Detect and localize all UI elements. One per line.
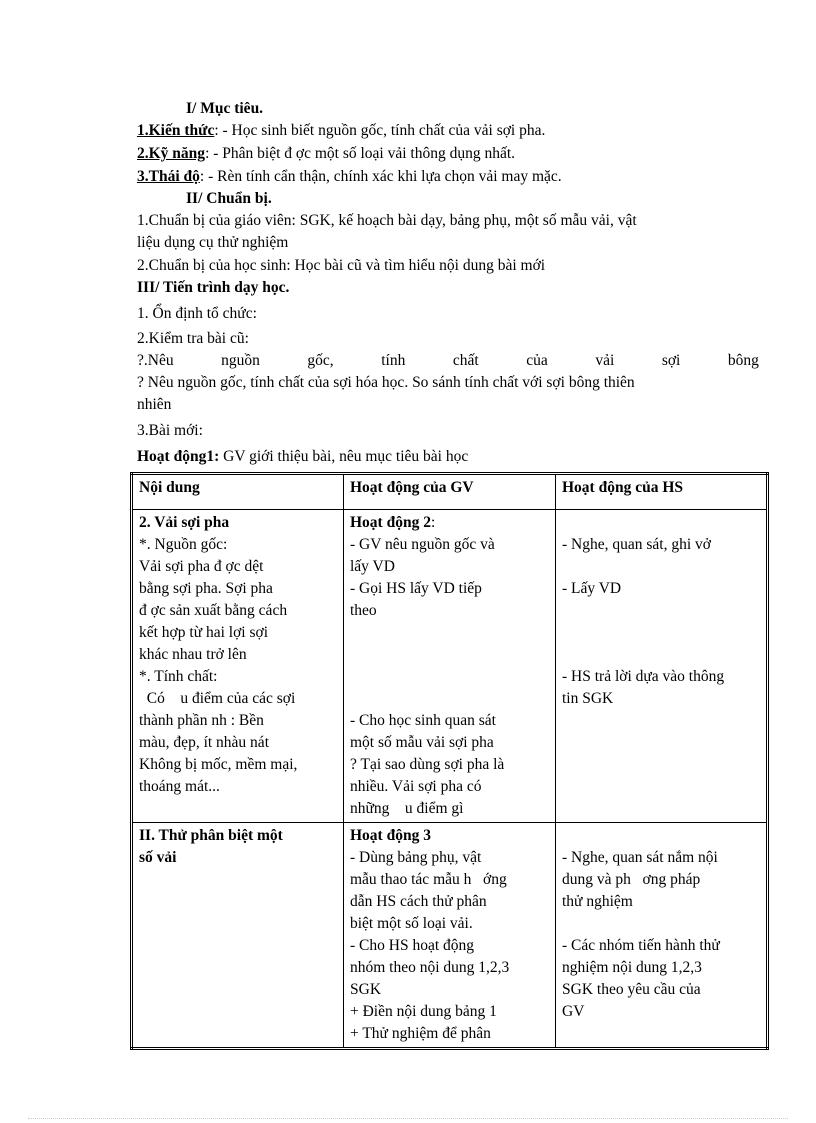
row1-gv-title: Hoạt động 2: [350, 514, 431, 531]
q1-word: nguồn: [221, 352, 260, 369]
row1-gv-line: một số mẫu vải sợi pha: [350, 734, 494, 751]
row1-hs-line: tin SGK: [562, 690, 614, 707]
row2-content-title-line: [139, 825, 337, 847]
row1-content-line: *. Tính chất:: [139, 668, 218, 685]
row1-content-line: Vải sợi pha đ ợc dệt: [139, 558, 264, 575]
row2-gv-line: biệt một số loại vải.: [350, 915, 473, 932]
row2-content-title-2: số vải: [139, 849, 177, 866]
row2-student-activity: [556, 823, 768, 1049]
activity-1: [137, 446, 468, 468]
activity-1-label: Hoạt động1:: [137, 448, 220, 465]
row1-content: [132, 510, 344, 823]
question-1: [137, 350, 759, 372]
row2-hs-line: - Nghe, quan sát nắm nội: [562, 849, 718, 866]
row2-gv-line: nhóm theo nội dung 1,2,3: [350, 959, 510, 976]
row2-hs-line: nghiệm nội dung 1,2,3: [562, 959, 702, 976]
row1-gv-line: - GV nêu nguồn gốc và: [350, 536, 495, 553]
row1-gv-line: ? Tại sao dùng sợi pha là: [350, 756, 505, 773]
table-header-row: [132, 474, 768, 510]
table-row: [132, 510, 768, 823]
q1-word: tính: [381, 352, 406, 369]
q1-word: của: [526, 352, 548, 369]
q1-word: bông: [727, 352, 759, 369]
row1-content-line: Có u điểm của các sợi: [139, 690, 296, 707]
row1-gv-heading: [350, 512, 549, 534]
row2-gv-title: Hoạt động 3: [350, 827, 431, 844]
q1-word: gốc,: [307, 352, 334, 369]
page-bottom-divider: [28, 1118, 788, 1119]
row1-content-line: kết hợp từ hai lợi sợi: [139, 624, 268, 641]
row2-gv-line: dẫn HS cách thử phân: [350, 893, 487, 910]
row2-gv-line: SGK: [350, 981, 382, 998]
row1-hs-line: - Nghe, quan sát, ghi vở: [562, 536, 711, 553]
row1-content-line: thoáng mát...: [139, 778, 220, 795]
knowledge-objective: [137, 120, 545, 142]
row2-gv-line: - Dùng bảng phụ, vật: [350, 849, 482, 866]
row1-gv-line: - Cho học sinh quan sát: [350, 712, 496, 729]
row2-gv-line: mẫu thao tác mẫu h ớng: [350, 871, 507, 888]
section-1-title: I/ Mục tiêu.: [186, 100, 264, 117]
skill-objective: [137, 143, 515, 165]
row1-content-line: thành phần nh : Bền: [139, 712, 264, 729]
attitude-label: 3.Thái độ: [137, 168, 200, 185]
header-teacher-activity: Hoạt động của GV: [344, 474, 556, 510]
row1-gv-line: lấy VD: [350, 558, 395, 575]
q1-word: chất: [452, 352, 479, 369]
row2-gv-line: + Thử nghiệm để phân: [350, 1025, 491, 1042]
row1-student-activity: [556, 510, 768, 823]
q1-word: ?.Nêu: [137, 352, 174, 369]
row2-gv-line: + Điền nội dung bảng 1: [350, 1003, 497, 1020]
row1-gv-line: - Gọi HS lấy VD tiếp: [350, 580, 482, 597]
knowledge-text: : - Học sinh biết nguồn gốc, tính chất của vải sợi pha.: [214, 122, 546, 139]
row1-content-line: màu, đẹp, ít nhàu nát: [139, 734, 269, 751]
row2-hs-line: thử nghiệm: [562, 893, 633, 910]
header-content: Nội dung: [132, 474, 344, 510]
row2-content: [132, 823, 344, 1049]
knowledge-label: 1.Kiến thức: [137, 122, 215, 139]
student-prep: 2.Chuẩn bị của học sinh: Học bài cũ và tìm hiểu nội dung bài mới: [137, 257, 546, 274]
row1-gv-line: theo: [350, 602, 377, 619]
table-row: [132, 823, 768, 1049]
row2-hs-line: - Các nhóm tiến hành thử: [562, 937, 720, 954]
question-2-line-1: ? Nêu nguồn gốc, tính chất của sợi hóa học. So sánh tính chất với sợi bông thiên: [137, 374, 635, 391]
row1-hs-line: - HS trả lời dựa vào thông: [562, 668, 725, 685]
q1-word: vải: [595, 352, 615, 369]
attitude-objective: [137, 166, 562, 188]
row2-hs-line: dung và ph ơng pháp: [562, 871, 701, 888]
row2-teacher-activity: [344, 823, 556, 1049]
row1-content-line: khác nhau trở lên: [139, 646, 247, 663]
step-3: 3.Bài mới:: [137, 422, 203, 439]
row1-content-title: 2. Vải sợi pha: [139, 514, 230, 531]
section-3-title: III/ Tiến trình dạy học.: [137, 279, 290, 296]
row1-content-line: Không bị mốc, mềm mại,: [139, 756, 298, 773]
activity-1-text: GV giới thiệu bài, nêu mục tiêu bài học: [219, 448, 469, 465]
row1-content-line: bằng sợi pha. Sợi pha: [139, 580, 273, 597]
row1-teacher-activity: [344, 510, 556, 823]
header-student-activity: Hoạt động của HS: [556, 474, 768, 510]
row1-gv-line: nhiều. Vải sợi pha có: [350, 778, 482, 795]
skill-label: 2.Kỹ năng: [137, 145, 206, 162]
attitude-text: : - Rèn tính cẩn thận, chính xác khi lựa chọn vải may mặc.: [199, 168, 562, 185]
row1-content-line: *. Nguồn gốc:: [139, 536, 228, 553]
row2-hs-line: SGK theo yêu cầu của: [562, 981, 701, 998]
question-2-line-2: nhiên: [137, 396, 172, 413]
row1-content-line: đ ợc sản xuất bằng cách: [139, 602, 288, 619]
row2-content-title-1: II. Thử phân biệt một: [139, 827, 283, 844]
skill-text: : - Phân biệt đ ợc một số loại vải thông dụng nhất.: [205, 145, 516, 162]
step-2: 2.Kiểm tra bài cũ:: [137, 330, 249, 347]
q1-word: sợi: [661, 352, 681, 369]
row2-hs-line: GV: [562, 1003, 585, 1020]
step-1: 1. Ổn định tổ chức:: [137, 305, 257, 322]
row2-gv-line: - Cho HS hoạt động: [350, 937, 474, 954]
teacher-prep-line-1: 1.Chuẩn bị của giáo viên: SGK, kế hoạch bài dạy, bảng phụ, một số mẫu vải, vật: [137, 212, 637, 229]
section-2-title: II/ Chuẩn bị.: [186, 190, 272, 207]
teacher-prep-line-2: liệu dụng cụ thử nghiệm: [137, 234, 289, 251]
row1-gv-line: những u điểm gì: [350, 800, 464, 817]
row1-gv-colon: :: [430, 514, 436, 531]
lesson-table: [130, 472, 769, 1050]
row1-hs-line: - Lấy VD: [562, 580, 622, 597]
